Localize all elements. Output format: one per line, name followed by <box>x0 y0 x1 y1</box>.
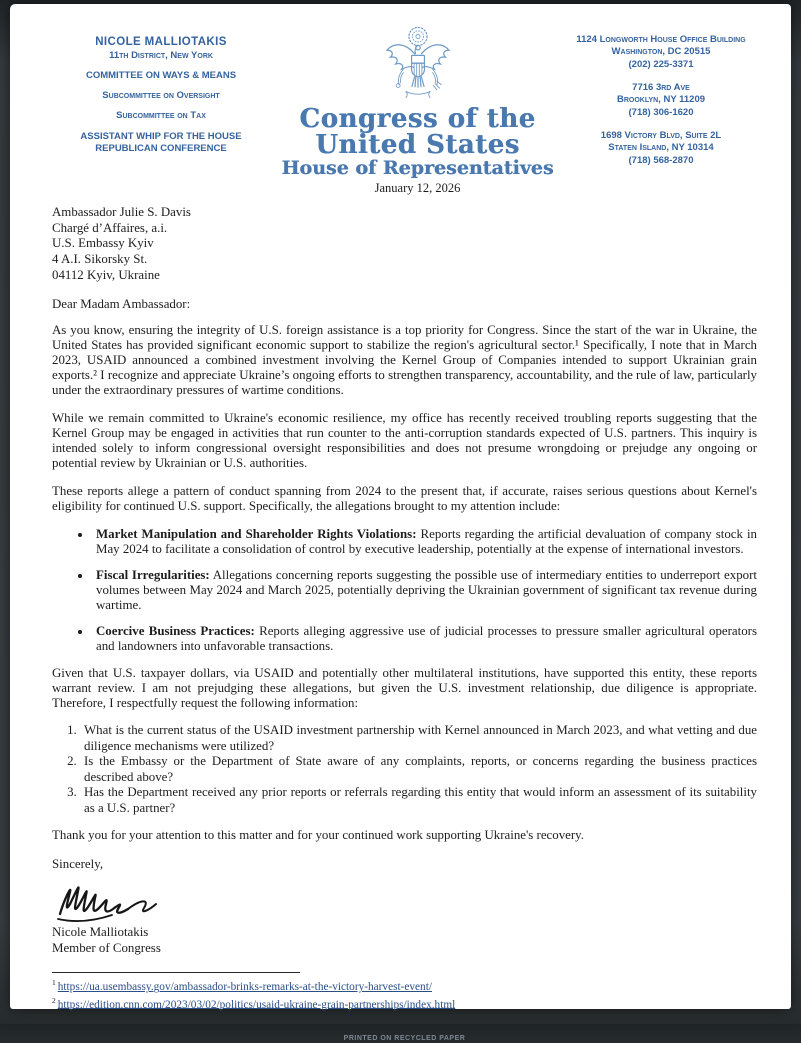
subcommittee-oversight: Subcommittee on Oversight <box>102 90 220 101</box>
request-item-3: 3. Has the Department received any prior reports or referrals regarding this entity that would inform an assessment of its suitability as a U.S. partner? <box>80 785 757 816</box>
signoff: Sincerely, <box>52 857 104 872</box>
footnotes <box>52 972 757 1012</box>
subcommittee-tax: Subcommittee on Tax <box>116 110 206 121</box>
footnote-divider <box>52 972 300 973</box>
committee-name: COMMITTEE ON WAYS & MEANS <box>85 70 237 81</box>
footnote-1-link[interactable]: https://ua.usembassy.gov/ambassador-brinks-remarks-at-the-victory-harvest-event/ <box>57 981 432 994</box>
closing-paragraph: Thank you for your attention to this matter and for your continued work supporting Ukraine's recovery. <box>52 828 585 843</box>
letter-date: January 12, 2026 <box>374 180 461 195</box>
paragraph-2: While we remain committed to Ukraine's economic resilience, my office has recently received troubling reports suggesting that the Kernel Group may be engaged in activities that run counter to the anti-corruption standards expected of U.S. partners. This inquiry is intended solely to inform congressional oversight responsibilities and does not presume wrongdoing or prejudge any ongoing or potential review by Ukrainian or U.S. authorities. <box>52 411 757 471</box>
signer-name: Nicole Malliotakis <box>52 925 149 940</box>
allegation-fiscal-irregularities: • Fiscal Irregularities: Allegations concerning reports suggesting the possible use of intermediary entities to underreport export volumes between May 2024 and March 2025, potentially depriving the Ukrainian government of significant tax revenue during wartime. <box>92 568 757 613</box>
requests-list <box>52 723 757 816</box>
office-staten-island: 1698 Victory Blvd, Suite 2L Staten Island, NY 10314 (718) 568-2870 <box>600 130 722 166</box>
us-great-seal-eagle-icon <box>375 24 461 104</box>
congress-title: Congress of the United States <box>299 104 536 160</box>
paragraph-1: As you know, ensuring the integrity of U.S. foreign assistance is a top priority for Congress. Since the start of the war in Ukraine, the United States has provided significant economic support to stabilize the region's agricultural sector.¹ Specifically, I note that in March 2023, USAID announced a combined investment involving the Kernel Group of Companies intended to support Ukrainian grain exports.² I recognize and appreciate Ukraine’s ongoing efforts to strengthen transparency, accountability, and the rule of law, particularly under the extraordinary pressures of wartime conditions. <box>52 323 757 398</box>
signer-title: Member of Congress <box>52 941 161 956</box>
letter-page <box>10 4 791 1042</box>
letterhead-center <box>276 24 559 196</box>
office-brooklyn: 7716 3rd Ave Brooklyn, NY 11209 (718) 306-1620 <box>616 82 706 118</box>
paragraph-4: Given that U.S. taxpayer dollars, via USAID and potentially other multilateral institutions, have supported this entity, these reports warrant review. I am not prejudging these allegations, but given the U.S. investment relationship, due diligence is appropriate. Therefore, I respectfully request the following information: <box>52 665 757 710</box>
recipient-line: 04112 Kyiv, Ukraine <box>52 267 160 282</box>
recipient-line: Chargé d’Affaires, a.i. <box>52 220 168 235</box>
whip-title: ASSISTANT WHIP FOR THE HOUSE REPUBLICAN CONFERENCE <box>80 131 242 155</box>
recycled-paper-note: PRINTED ON RECYCLED PAPER <box>343 1034 466 1042</box>
signature-block <box>52 924 757 956</box>
salutation: Dear Madam Ambassador: <box>52 296 191 311</box>
footnote-2: $^2$ https://edition.cnn.com/2023/03/02/politics/usaid-ukraine-grain-partnerships/index.html <box>52 995 456 1011</box>
letter-body <box>52 205 757 1043</box>
allegation-market-manipulation: • Market Manipulation and Shareholder Rights Violations: Reports regarding the artificial devaluation of company stock in May 2024 to facilitate a consolidation of control by executive leadership, potentially at the expense of international investors. <box>92 527 757 557</box>
office-washington: 1124 Longworth House Office Building Washington, DC 20515 (202) 225-3371 <box>576 34 746 70</box>
letterhead <box>52 24 757 196</box>
recipient-line: U.S. Embassy Kyiv <box>52 236 154 251</box>
allegations-list <box>52 527 757 654</box>
paragraph-3: These reports allege a pattern of conduct spanning from 2024 to the present that, if accurate, raises serious questions about Kernel's eligibility for continued U.S. support. Specifically, the allegations brought to my attention include: <box>52 483 757 513</box>
request-item-1: 1. What is the current status of the USAID investment partnership with Kernel announced in March 2023, and what vetting and due diligence mechanisms were utilized? <box>80 723 757 754</box>
house-title: House of Representatives <box>281 157 554 179</box>
letterhead-member-block <box>52 24 270 196</box>
footnote-2-link[interactable]: https://edition.cnn.com/2023/03/02/politics/usaid-ukraine-grain-partnerships/index.html <box>57 998 456 1011</box>
recipient-line: 4 A.I. Sikorsky St. <box>52 252 148 267</box>
recipient-address <box>52 205 757 284</box>
request-item-2: 2. Is the Embassy or the Department of State aware of any complaints, reports, or concerns regarding the business practices described above? <box>80 754 757 785</box>
letterhead-offices <box>565 24 757 196</box>
recipient-line: Ambassador Julie S. Davis <box>52 204 191 219</box>
member-name: NICOLE MALLIOTAKIS <box>95 36 227 48</box>
handwritten-signature-icon <box>54 878 234 924</box>
member-district: 11th District, New York <box>109 50 213 61</box>
footnote-1: $^1$ https://ua.usembassy.gov/ambassador-brinks-remarks-at-the-victory-harvest-event/ <box>52 978 432 994</box>
allegation-coercive-practices: • Coercive Business Practices: Reports alleging aggressive use of judicial processes to pressure smaller agricultural operators and landowners into unfavorable transactions. <box>92 624 757 654</box>
